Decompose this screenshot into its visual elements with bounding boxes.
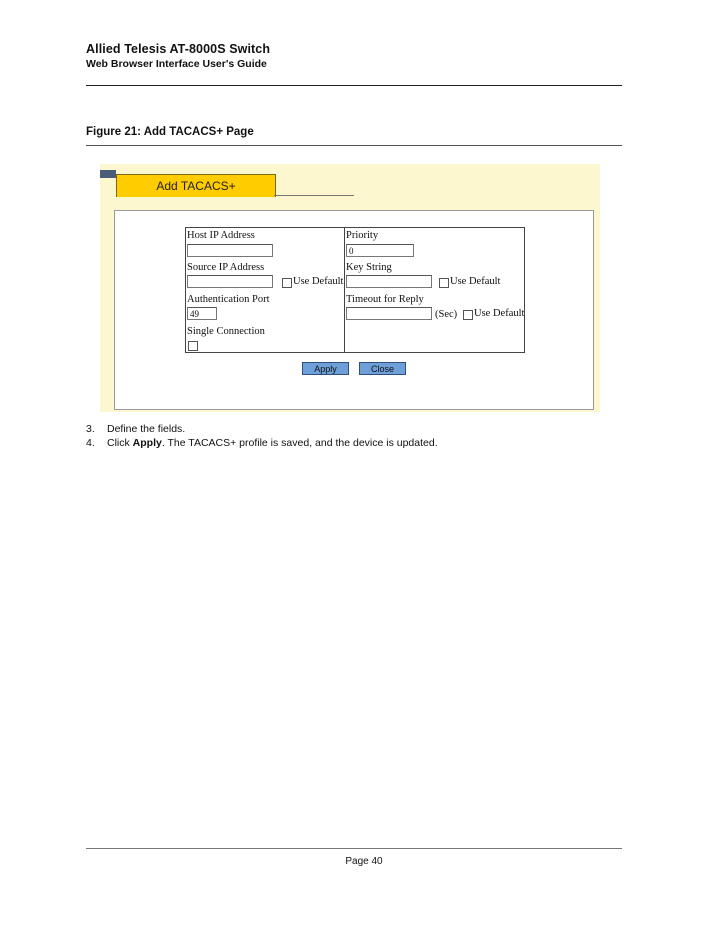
- figure-rule: [86, 145, 622, 146]
- key-string-input[interactable]: [346, 275, 432, 288]
- timeout-input[interactable]: [346, 307, 432, 320]
- timeout-use-default-label: Use Default: [474, 308, 525, 319]
- document-title: Allied Telesis AT-8000S Switch: [86, 42, 271, 56]
- priority-label: Priority: [346, 230, 379, 241]
- step-text: Define the fields.: [107, 423, 186, 435]
- tacacs-form: [185, 227, 525, 353]
- header-rule: [86, 85, 622, 86]
- close-button[interactable]: Close: [359, 362, 406, 375]
- figure-caption: Figure 21: Add TACACS+ Page: [86, 126, 254, 138]
- tab-accent: [100, 170, 116, 178]
- document-subtitle: Web Browser Interface User's Guide: [86, 58, 267, 70]
- source-ip-input[interactable]: [187, 275, 273, 288]
- timeout-unit: (Sec): [435, 309, 458, 320]
- host-ip-label: Host IP Address: [187, 230, 255, 241]
- source-ip-label: Source IP Address: [187, 262, 265, 273]
- host-ip-input[interactable]: [187, 244, 273, 257]
- tab-baseline: [274, 195, 354, 196]
- source-ip-use-default-checkbox[interactable]: [282, 278, 292, 288]
- apply-button[interactable]: Apply: [302, 362, 349, 375]
- priority-input[interactable]: 0: [346, 244, 414, 257]
- step-number: 4.: [86, 437, 95, 449]
- step-number: 3.: [86, 423, 95, 435]
- form-divider: [344, 228, 345, 352]
- single-connection-label: Single Connection: [187, 326, 265, 337]
- tab-add-tacacs[interactable]: Add TACACS+: [116, 174, 276, 197]
- screenshot-panel: [100, 164, 600, 412]
- tab-bar: [100, 164, 600, 204]
- auth-port-label: Authentication Port: [187, 294, 270, 305]
- auth-port-input[interactable]: 49: [187, 307, 217, 320]
- timeout-label: Timeout for Reply: [346, 294, 424, 305]
- single-connection-checkbox[interactable]: [188, 341, 198, 351]
- key-string-use-default-label: Use Default: [450, 276, 501, 287]
- source-ip-use-default-label: Use Default: [293, 276, 344, 287]
- step-text-pre: Click: [107, 437, 133, 449]
- content-frame: [114, 210, 594, 410]
- step-text: [107, 437, 438, 449]
- step-text-post: . The TACACS+ profile is saved, and the device is updated.: [161, 437, 438, 449]
- step-text-bold: Apply: [132, 437, 162, 449]
- footer-rule: [86, 848, 622, 849]
- page-number: Page 40: [345, 856, 383, 867]
- key-string-label: Key String: [346, 262, 392, 273]
- timeout-use-default-checkbox[interactable]: [463, 310, 473, 320]
- key-string-use-default-checkbox[interactable]: [439, 278, 449, 288]
